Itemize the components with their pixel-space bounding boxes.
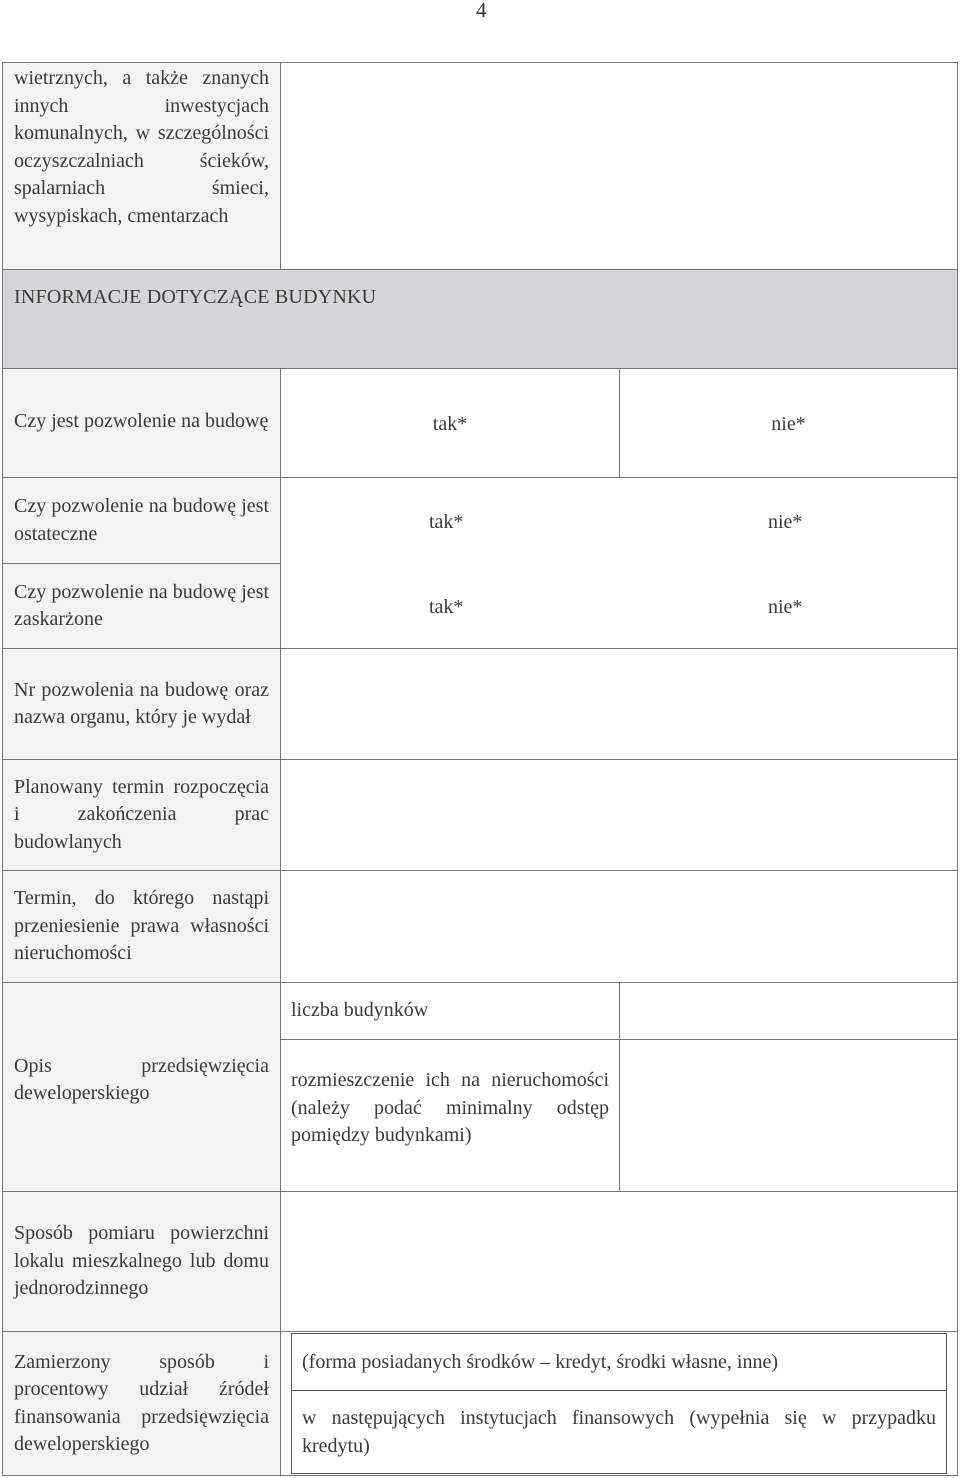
building-layout-label-cell [280, 1039, 620, 1192]
financing-institutions-text: w następujących instytucjach finansowych (wypełnia się w przypadku kredytu) [302, 1407, 936, 1457]
permit-number-value-cell[interactable] [280, 648, 958, 760]
building-count-value-cell[interactable] [619, 982, 958, 1040]
permit-yes-option[interactable] [280, 368, 620, 478]
ownership-transfer-value-cell[interactable] [280, 870, 958, 983]
financing-label: Zamierzony sposób i procentowy udział źródeł finansowania przedsięwzięcia deweloperskiego [14, 1350, 269, 1455]
building-layout-value-cell[interactable] [619, 1039, 958, 1192]
measurement-label-cell [2, 1191, 281, 1332]
section-header-title: INFORMACJE DOTYCZĄCE BUDYNKU [14, 286, 377, 308]
section-header [2, 269, 958, 369]
permit-appealed-no-option[interactable]: nie* [768, 596, 803, 618]
continuation-label-cell [2, 62, 281, 270]
permit-number-label: Nr pozwolenia na budowę oraz nazwa organu, który je wydał [14, 678, 269, 728]
permit-no-label: nie* [771, 412, 806, 435]
ownership-transfer-label-cell [2, 870, 281, 983]
permit-number-label-cell [2, 648, 281, 760]
permit-final-label: Czy pozwolenie na budowę jest ostateczne [14, 495, 269, 545]
schedule-value-cell[interactable] [280, 759, 958, 871]
project-description-label-cell [2, 982, 281, 1192]
permit-status-answers [280, 477, 958, 649]
permit-no-option[interactable] [619, 368, 958, 478]
continuation-label: wietrznych, a także znanych innych inwestycjach komunalnych, w szczególności oczyszczalniach ścieków, spalarniach śmieci, wysypiskach, cmentarzach [14, 67, 269, 227]
measurement-label: Sposób pomiaru powierzchni lokalu mieszkalnego lub domu jednorodzinnego [14, 1222, 269, 1300]
permit-label: Czy jest pozwolenie na budowę [14, 410, 269, 433]
permit-final-no-option[interactable]: nie* [768, 511, 803, 533]
permit-appealed-label-cell [2, 563, 281, 649]
building-count-label-cell [280, 982, 620, 1040]
schedule-label-cell [2, 759, 281, 871]
permit-final-label-cell [2, 477, 281, 564]
financing-label-cell [2, 1331, 281, 1476]
building-count-label: liczba budynków [291, 999, 429, 1022]
permit-appealed-yes-option[interactable]: tak* [429, 596, 464, 618]
continuation-value-cell[interactable] [280, 62, 958, 270]
ownership-transfer-label: Termin, do którego nastąpi przeniesienie prawa własności nieruchomości [14, 887, 269, 965]
measurement-value-cell[interactable] [280, 1191, 958, 1332]
financing-forms-box[interactable] [291, 1333, 947, 1391]
schedule-label: Planowany termin rozpoczęcia i zakończenia prac budowlanych [14, 775, 269, 853]
permit-final-yes-option[interactable]: tak* [429, 511, 464, 533]
project-description-label: Opis przedsięwzięcia deweloperskiego [14, 1054, 269, 1104]
building-layout-label: rozmieszczenie ich na nieruchomości (należy podać minimalny odstęp pomiędzy budynkami) [291, 1069, 609, 1147]
permit-label-cell [2, 368, 281, 478]
financing-institutions-box[interactable] [291, 1390, 947, 1474]
page-number: 4 [476, 0, 487, 22]
permit-yes-label: tak* [432, 412, 468, 435]
financing-forms-text: (forma posiadanych środków – kredyt, środki własne, inne) [302, 1351, 778, 1373]
permit-appealed-label: Czy pozwolenie na budowę jest zaskarżone [14, 580, 269, 630]
